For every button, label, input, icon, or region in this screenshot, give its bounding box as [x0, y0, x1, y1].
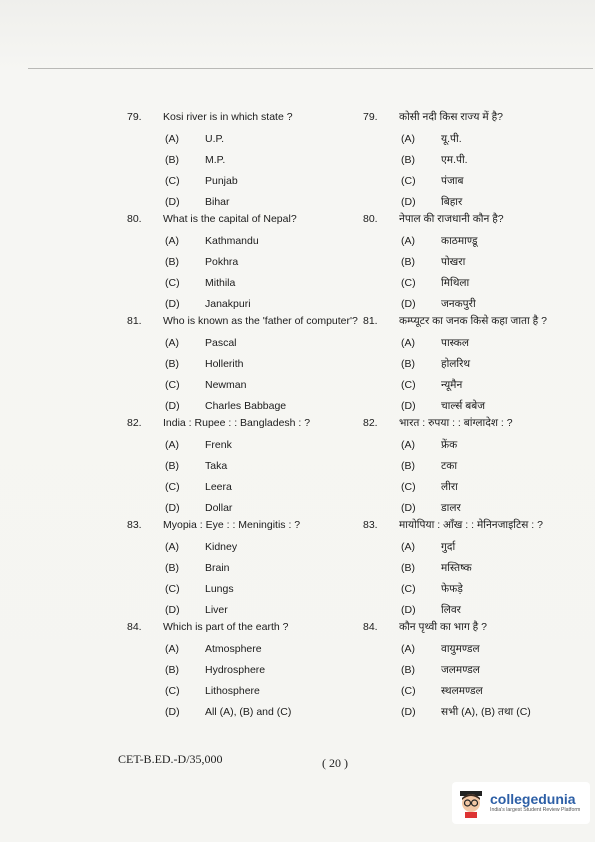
option-row — [363, 476, 588, 497]
option-row — [363, 557, 588, 578]
question-number: 83. — [363, 519, 378, 531]
option-row — [363, 599, 588, 620]
option-key: (C) — [165, 684, 180, 697]
brand-watermark — [452, 782, 590, 824]
question-text: भारत : रुपया : : बांग्लादेश : ? — [399, 417, 513, 429]
question-stem — [363, 416, 588, 430]
option-key: (D) — [401, 501, 416, 514]
option-row — [363, 149, 588, 170]
option-row — [127, 701, 352, 722]
option-text: फ्रेंक — [441, 438, 458, 451]
question-number: 79. — [127, 111, 142, 123]
option-key: (D) — [165, 297, 180, 310]
option-key: (A) — [165, 336, 179, 349]
option-row — [363, 374, 588, 395]
option-text: डालर — [441, 501, 461, 514]
option-key: (B) — [165, 663, 179, 676]
option-key: (D) — [165, 501, 180, 514]
question-stem — [127, 518, 352, 532]
option-text: Newman — [205, 378, 247, 391]
option-key: (D) — [401, 399, 416, 412]
option-row — [127, 536, 352, 557]
question-number: 81. — [127, 315, 142, 327]
option-text: Pascal — [205, 336, 237, 349]
question-82 — [363, 416, 588, 518]
question-83 — [363, 518, 588, 620]
option-text: काठमाण्डू — [441, 234, 478, 247]
question-text: Which is part of the earth ? — [163, 621, 289, 633]
option-row — [127, 191, 352, 212]
option-row — [127, 128, 352, 149]
option-text: Lithosphere — [205, 684, 260, 697]
option-text: चार्ल्स बबेज — [441, 399, 486, 412]
question-81 — [127, 314, 358, 416]
option-key: (C) — [401, 684, 416, 697]
hindi-questions — [363, 110, 588, 722]
option-row — [127, 434, 352, 455]
option-key: (D) — [401, 705, 416, 718]
page-number: ( 20 ) — [322, 756, 348, 770]
question-stem — [363, 212, 588, 226]
option-text: लिवर — [441, 603, 461, 616]
option-key: (D) — [165, 399, 180, 412]
option-key: (B) — [401, 153, 415, 166]
option-row — [127, 578, 352, 599]
option-key: (B) — [401, 459, 415, 472]
question-81 — [363, 314, 588, 416]
option-row — [363, 434, 588, 455]
option-row — [127, 374, 352, 395]
option-key: (A) — [165, 540, 179, 553]
question-83 — [127, 518, 352, 620]
option-text: पोखरा — [441, 255, 466, 268]
option-row — [363, 332, 588, 353]
option-key: (C) — [401, 582, 416, 595]
option-key: (D) — [165, 705, 180, 718]
question-number: 84. — [127, 621, 142, 633]
option-text: Kidney — [205, 540, 238, 553]
option-text: सभी (A), (B) तथा (C) — [441, 705, 531, 718]
option-row — [127, 149, 352, 170]
option-row — [127, 293, 352, 314]
option-text: गुर्दा — [441, 540, 456, 553]
option-row — [127, 272, 352, 293]
option-row — [363, 293, 588, 314]
option-text: Brain — [205, 561, 230, 574]
question-text: कौन पृथ्वी का भाग है ? — [399, 621, 487, 633]
question-84 — [363, 620, 588, 722]
option-key: (C) — [401, 276, 416, 289]
option-text: Liver — [205, 603, 228, 616]
option-text: Pokhra — [205, 255, 239, 268]
question-stem — [127, 314, 358, 328]
question-stem — [363, 314, 588, 328]
option-row — [363, 170, 588, 191]
option-text: पंजाब — [441, 174, 464, 187]
question-text: कोसी नदी किस राज्य में है? — [399, 111, 503, 123]
option-key: (D) — [401, 297, 416, 310]
option-row — [363, 659, 588, 680]
question-80 — [127, 212, 352, 314]
question-text: नेपाल की राजधानी कौन है? — [399, 213, 504, 225]
option-key: (A) — [401, 642, 415, 655]
option-row — [363, 680, 588, 701]
question-82 — [127, 416, 352, 518]
option-row — [363, 536, 588, 557]
option-key: (A) — [401, 438, 415, 451]
option-key: (B) — [165, 153, 179, 166]
option-key: (A) — [401, 234, 415, 247]
option-row — [363, 578, 588, 599]
option-text: यू.पी. — [441, 132, 462, 145]
option-text: All (A), (B) and (C) — [205, 705, 292, 718]
option-key: (A) — [165, 132, 179, 145]
option-text: न्यूमैन — [441, 378, 463, 391]
option-key: (A) — [165, 642, 179, 655]
option-row — [127, 332, 352, 353]
option-row — [127, 251, 352, 272]
option-text: Dollar — [205, 501, 233, 514]
option-text: Janakpuri — [205, 297, 251, 310]
question-stem — [363, 110, 588, 124]
option-text: Kathmandu — [205, 234, 259, 247]
question-stem — [363, 620, 588, 634]
option-row — [363, 251, 588, 272]
option-row — [363, 638, 588, 659]
option-text: Atmosphere — [205, 642, 262, 655]
option-key: (B) — [165, 561, 179, 574]
option-text: Bihar — [205, 195, 230, 208]
option-row — [363, 128, 588, 149]
question-text: कम्प्यूटर का जनक किसे कहा जाता है ? — [399, 315, 548, 327]
question-80 — [363, 212, 588, 314]
option-text: Hollerith — [205, 357, 244, 370]
question-number: 82. — [363, 417, 378, 429]
option-key: (C) — [165, 582, 180, 595]
option-text: U.P. — [205, 132, 225, 145]
option-key: (A) — [165, 234, 179, 247]
option-row — [363, 272, 588, 293]
option-row — [127, 476, 352, 497]
option-text: एम.पी. — [441, 153, 468, 166]
option-row — [363, 701, 588, 722]
option-text: Punjab — [205, 174, 238, 187]
option-text: टका — [441, 459, 458, 472]
question-text: Kosi river is in which state ? — [163, 111, 293, 123]
option-key: (A) — [165, 438, 179, 451]
brand-name: collegedunia — [490, 791, 576, 807]
option-row — [127, 497, 352, 518]
question-stem — [127, 620, 352, 634]
option-row — [363, 230, 588, 251]
option-key: (B) — [165, 255, 179, 268]
option-text: Charles Babbage — [205, 399, 287, 412]
option-key: (C) — [165, 378, 180, 391]
question-stem — [127, 416, 352, 430]
option-text: M.P. — [205, 153, 226, 166]
option-key: (D) — [401, 195, 416, 208]
question-number: 80. — [127, 213, 142, 225]
option-row — [127, 638, 352, 659]
option-key: (C) — [401, 174, 416, 187]
graduate-mascot-icon — [456, 788, 486, 818]
question-79 — [127, 110, 352, 212]
question-text: Who is known as the 'father of computer'? — [163, 315, 358, 327]
option-text: बिहार — [441, 195, 463, 208]
option-key: (A) — [401, 336, 415, 349]
english-questions — [127, 110, 358, 722]
option-row — [127, 680, 352, 701]
option-key: (D) — [401, 603, 416, 616]
question-number: 79. — [363, 111, 378, 123]
option-key: (B) — [401, 561, 415, 574]
option-row — [363, 455, 588, 476]
option-key: (C) — [165, 174, 180, 187]
option-text: मिथिला — [441, 276, 470, 289]
brand-tagline: India's largest Student Review Platform — [490, 807, 581, 813]
option-key: (C) — [165, 480, 180, 493]
option-row — [127, 455, 352, 476]
option-text: वायुमण्डल — [441, 642, 480, 655]
option-row — [127, 353, 352, 374]
option-text: Leera — [205, 480, 232, 493]
option-row — [127, 557, 352, 578]
option-key: (B) — [401, 357, 415, 370]
option-row — [363, 191, 588, 212]
option-key: (C) — [401, 480, 416, 493]
option-row — [127, 395, 352, 416]
question-text: India : Rupee : : Bangladesh : ? — [163, 417, 311, 429]
question-number: 83. — [127, 519, 142, 531]
question-stem — [127, 212, 352, 226]
option-text: फेफड़े — [441, 582, 463, 595]
option-text: होलरिथ — [441, 357, 471, 370]
top-rule — [28, 68, 593, 69]
paper-code: CET-B.ED.-D/35,000 — [118, 752, 223, 766]
question-stem — [363, 518, 588, 532]
option-row — [127, 659, 352, 680]
option-text: Taka — [205, 459, 228, 472]
option-key: (A) — [401, 540, 415, 553]
question-number: 82. — [127, 417, 142, 429]
option-key: (B) — [165, 459, 179, 472]
question-text: मायोपिया : आँख : : मेनिनजाइटिस : ? — [399, 519, 543, 531]
option-key: (D) — [165, 195, 180, 208]
option-key: (A) — [401, 132, 415, 145]
question-number: 81. — [363, 315, 378, 327]
question-number: 80. — [363, 213, 378, 225]
option-row — [363, 497, 588, 518]
option-text: Lungs — [205, 582, 234, 595]
option-text: पास्कल — [441, 336, 469, 349]
question-number: 84. — [363, 621, 378, 633]
option-text: जलमण्डल — [441, 663, 480, 676]
question-79 — [363, 110, 588, 212]
option-text: जनकपुरी — [441, 297, 476, 310]
option-key: (D) — [165, 603, 180, 616]
option-row — [127, 170, 352, 191]
option-row — [127, 599, 352, 620]
option-text: लीरा — [441, 480, 458, 493]
option-text: Frenk — [205, 438, 232, 451]
option-row — [363, 395, 588, 416]
option-row — [127, 230, 352, 251]
option-text: स्थलमण्डल — [441, 684, 483, 697]
option-key: (C) — [165, 276, 180, 289]
question-text: Myopia : Eye : : Meningitis : ? — [163, 519, 301, 531]
option-key: (B) — [401, 663, 415, 676]
option-row — [363, 353, 588, 374]
question-84 — [127, 620, 352, 722]
option-key: (B) — [401, 255, 415, 268]
question-stem — [127, 110, 352, 124]
question-text: What is the capital of Nepal? — [163, 213, 297, 225]
option-text: Hydrosphere — [205, 663, 266, 676]
option-key: (C) — [401, 378, 416, 391]
option-key: (B) — [165, 357, 179, 370]
option-text: Mithila — [205, 276, 236, 289]
option-text: मस्तिष्क — [441, 561, 472, 574]
